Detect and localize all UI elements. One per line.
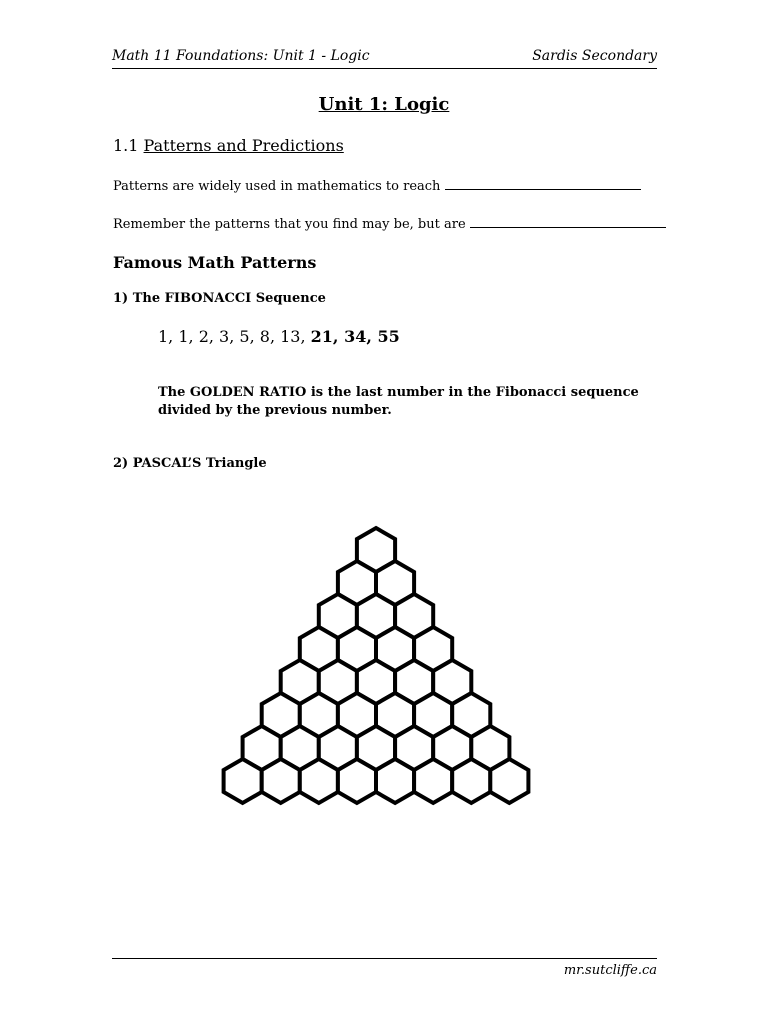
famous-patterns-heading: Famous Math Patterns	[113, 253, 317, 272]
section-heading	[113, 136, 344, 155]
pascal-cell	[300, 759, 338, 803]
pascal-triangle-hexagons	[200, 520, 552, 832]
page-title-text: Unit 1: Logic	[318, 94, 450, 115]
page-footer	[112, 958, 657, 978]
answer-blank-1	[445, 177, 641, 190]
answer-blank-2	[470, 215, 666, 228]
section-number: 1.1	[113, 136, 139, 155]
footer-website: mr.sutcliffe.ca	[563, 963, 657, 978]
fibonacci-heading: 1) The FIBONACCI Sequence	[113, 291, 326, 306]
pascal-cell	[490, 759, 528, 803]
remember-text: Remember the patterns that you find may be, but are	[113, 217, 466, 232]
pascal-cell	[376, 759, 414, 803]
pascal-heading: 2) PASCAL’S Triangle	[113, 456, 267, 471]
patterns-used-line	[113, 177, 641, 194]
patterns-used-text: Patterns are widely used in mathematics to reach	[113, 179, 441, 194]
golden-ratio-text: The GOLDEN RATIO is the last number in the Fibonacci sequence divided by the previous number.	[158, 385, 639, 418]
section-title: Patterns and Predictions	[143, 136, 344, 155]
header-school: Sardis Secondary	[532, 48, 657, 64]
fibonacci-sequence	[158, 327, 400, 346]
pascal-cell	[262, 759, 300, 803]
pascal-cell	[224, 759, 262, 803]
remember-line	[113, 215, 666, 232]
fibonacci-added: 21, 34, 55	[310, 327, 400, 346]
header-course: Math 11 Foundations: Unit 1 - Logic	[112, 48, 370, 64]
pascal-cell	[452, 759, 490, 803]
pascal-cell	[414, 759, 452, 803]
pascal-cell	[338, 759, 376, 803]
page-header	[112, 44, 657, 69]
page-title	[0, 94, 768, 115]
fibonacci-given: 1, 1, 2, 3, 5, 8, 13,	[158, 327, 306, 346]
